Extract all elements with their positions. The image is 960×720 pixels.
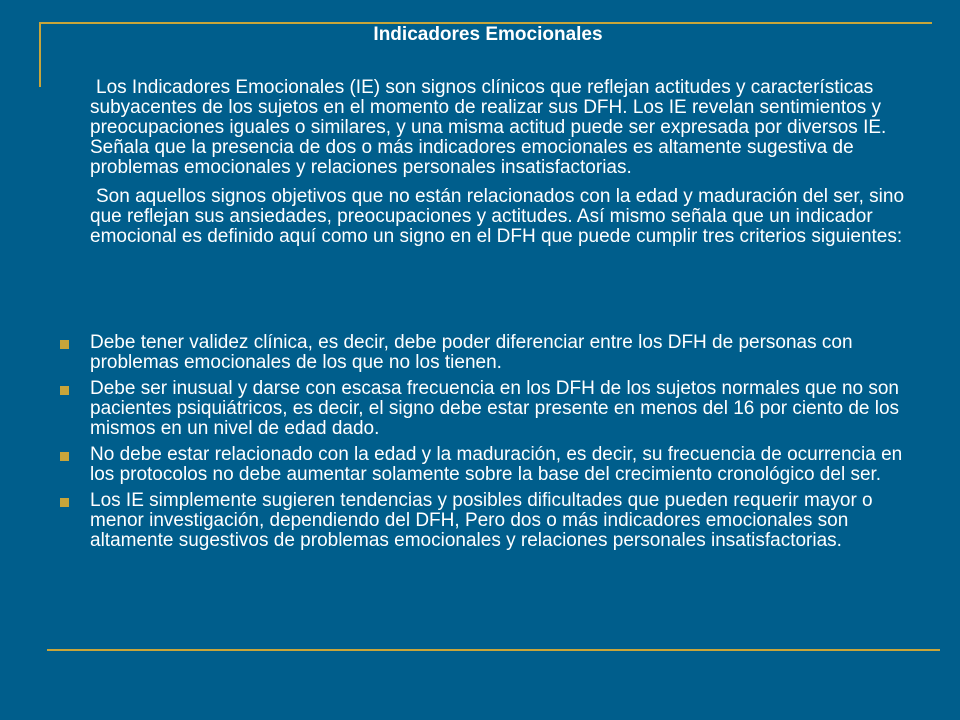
list-item-text: Debe tener validez clínica, es decir, debe poder diferenciar entre los DFH de personas con problemas emocionales de los que no los tienen. (90, 332, 853, 373)
intro-text (90, 78, 920, 256)
list-item (58, 379, 920, 439)
square-bullet-icon (60, 498, 69, 507)
bottom-divider-line (47, 649, 940, 651)
intro-paragraph-2: Son aquellos signos objetivos que no están relacionados con la edad y maduración del ser, sino que reflejan sus ansiedades, preocupaciones y actitudes. Así mismo señala que un indicador emocional es definido aquí como un signo en el DFH que puede cumplir tres criterios siguientes: (90, 186, 905, 247)
square-bullet-icon (60, 340, 69, 349)
list-item-text: Los IE simplemente sugieren tendencias y posibles dificultades que pueden requerir mayor o menor investigación, dependiendo del DFH, Pero dos o más indicadores emocionales son altamente sugestivos de problemas emocionales y relaciones personales insatisfactorias. (90, 490, 873, 551)
criteria-list (58, 333, 920, 557)
list-item-text: No debe estar relacionado con la edad y la maduración, es decir, su frecuencia de ocurrencia en los protocolos no debe aumentar solamente sobre la base del crecimiento cronológico del ser. (90, 444, 903, 485)
square-bullet-icon (60, 386, 69, 395)
list-item (58, 445, 920, 485)
list-item-text: Debe ser inusual y darse con escasa frecuencia en los DFH de los sujetos normales que no son pacientes psiquiátricos, es decir, el signo debe estar presente en menos del 16 por ciento de los mismos en un nivel de edad dado. (90, 378, 900, 439)
list-item (58, 333, 920, 373)
slide-title: Indicadores Emocionales (373, 24, 603, 45)
square-bullet-icon (60, 452, 69, 461)
intro-paragraph-1: Los Indicadores Emocionales (IE) son signos clínicos que reflejan actitudes y características subyacentes de los sujetos en el momento de realizar sus DFH. Los IE revelan sentimientos y preocupaciones iguales o similares, y una misma actitud puede ser expresada por diversos IE. Señala que la presencia de dos o más indicadores emocionales es altamente sugestiva de problemas emocionales y relaciones personales insatisfactorias. (90, 77, 887, 178)
list-item (58, 491, 920, 551)
